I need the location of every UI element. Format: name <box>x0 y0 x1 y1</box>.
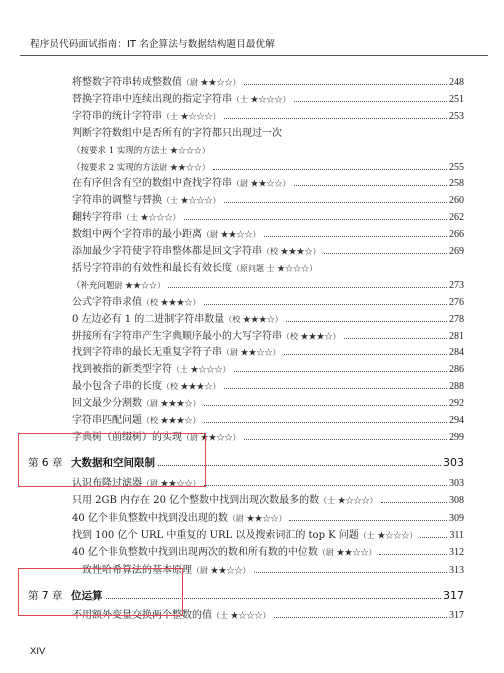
entry-page: 313 <box>449 564 464 576</box>
difficulty-note: （尉 ★★☆☆） <box>192 565 251 575</box>
entry-page: 253 <box>449 110 464 122</box>
toc-entry[interactable] <box>72 245 464 259</box>
difficulty-note: （尉 ★★☆☆） <box>227 513 287 523</box>
entry-title-text: 认识布隆过滤器 <box>72 478 142 489</box>
entry-title-text: 数组中两个字符串的最小距离 <box>72 229 202 241</box>
entry-page: 311 <box>449 529 464 541</box>
chapter-number: 第 7 章 <box>28 590 63 602</box>
difficulty-note: （校 ★★★☆） <box>224 314 283 324</box>
entry-page: 299 <box>449 431 464 443</box>
toc-entry[interactable] <box>72 177 464 191</box>
entry-page: 312 <box>449 547 464 559</box>
difficulty-note: 士 ★☆☆☆） <box>159 145 210 155</box>
difficulty-note: （士 ★☆☆☆） <box>212 611 271 620</box>
entry-page: 317 <box>449 610 464 621</box>
difficulty-note: （士 ★☆☆☆） <box>358 530 418 540</box>
toc-entry[interactable] <box>72 529 464 543</box>
difficulty-note: （尉 ★★☆☆） <box>232 179 291 189</box>
highlight-box-chapter-7 <box>18 568 183 616</box>
toc-entry[interactable] <box>72 494 464 508</box>
leader-dots <box>204 422 447 423</box>
entry-title-text: （补充问题 <box>72 280 115 291</box>
entry-title-text: 判断字符数组中是否所有的字符都只出现过一次 <box>72 127 282 139</box>
difficulty-note: （尉 ★★☆☆） <box>182 432 241 442</box>
leader-dots <box>204 304 447 305</box>
entry-title <box>72 245 321 259</box>
entry-title <box>72 296 201 310</box>
leader-dots <box>204 485 447 486</box>
entry-title <box>72 161 210 175</box>
entry-page: 262 <box>449 212 464 224</box>
entry-page: 278 <box>449 313 464 325</box>
difficulty-note: （校 ★★★☆） <box>162 382 221 392</box>
entry-page: 309 <box>449 512 464 524</box>
chapter-title: 大数据和空间限制 <box>71 457 155 469</box>
entry-title <box>72 279 165 293</box>
entry-title-text: 找到被指的新类型字符 <box>72 364 172 376</box>
toc-entry[interactable] <box>72 127 464 141</box>
entry-title-text: 字典树（前缀树）的实现 <box>72 431 182 443</box>
difficulty-note: （士 ★☆☆☆） <box>172 365 231 375</box>
entry-title <box>72 177 291 191</box>
difficulty-note: （士 ★☆☆☆） <box>122 213 181 223</box>
entry-title <box>72 512 286 526</box>
chapter-number: 第 6 章 <box>28 457 63 469</box>
leader-dots <box>289 520 447 521</box>
highlight-box-chapter-6 <box>18 433 206 487</box>
header-rule <box>20 55 488 56</box>
entry-title <box>72 262 317 276</box>
leader-dots <box>204 405 447 406</box>
difficulty-note: （士 ★☆☆☆） <box>162 111 221 121</box>
leader-dots <box>294 185 447 186</box>
entry-page: 308 <box>449 495 464 507</box>
entry-title-text: 括号字符串的有效性和最长有效长度 <box>72 262 232 274</box>
difficulty-note: （士 ★☆☆☆） <box>319 496 378 506</box>
entry-title <box>72 110 221 124</box>
leader-dots <box>244 84 447 85</box>
entry-page: 258 <box>449 178 464 190</box>
difficulty-note: （尉 ★★☆☆） <box>142 479 201 488</box>
entry-title <box>72 346 281 360</box>
entry-title-text: 找到字符串的最长无重复字符子串 <box>72 347 222 359</box>
toc-entry[interactable] <box>72 380 464 394</box>
entry-title-text: 0 左边必有 1 的二进制字符串数量 <box>72 313 225 325</box>
entry-page: 273 <box>449 279 464 291</box>
chapter-page: 317 <box>443 589 464 602</box>
entry-page: 276 <box>449 296 464 308</box>
entry-page: 292 <box>449 398 464 410</box>
toc-entry[interactable] <box>72 110 464 124</box>
entry-title <box>72 144 210 158</box>
entry-title-text: （按要求 2 实现的方法 <box>72 162 160 173</box>
toc-entry[interactable] <box>72 363 464 377</box>
entry-title <box>72 313 283 327</box>
entry-title <box>72 380 221 394</box>
entry-title <box>72 494 378 508</box>
difficulty-note: （尉 ★★☆☆） <box>182 78 241 87</box>
entry-page: 269 <box>449 246 464 257</box>
entry-page: 260 <box>449 195 464 207</box>
toc-entry[interactable] <box>72 296 464 310</box>
leader-dots <box>344 338 447 339</box>
entry-title <box>72 93 291 107</box>
entry-title-text: 替换字符串中连续出现的指定字符串 <box>72 93 232 105</box>
entry-page: 251 <box>449 93 464 105</box>
toc-entry[interactable] <box>72 161 464 175</box>
entry-title-text: 字符串匹配问题 <box>72 415 142 426</box>
entry-title-text: 找到 100 亿个 URL 中重复的 URL 以及搜索词汇的 top K 问题 <box>72 529 359 541</box>
entry-title-text: 在有序但含有空的数组中查找字符串 <box>72 178 232 190</box>
entry-title <box>72 211 181 225</box>
entry-title-text: 40 亿个非负整数中找到出现两次的数和所有数的中位数 <box>72 547 318 559</box>
leader-dots <box>420 537 447 538</box>
page-number-footer: XIV <box>30 646 46 657</box>
leader-dots <box>381 502 447 503</box>
toc-entry[interactable] <box>72 346 464 360</box>
entry-title-text: 最小包含子串的长度 <box>72 381 162 393</box>
difficulty-note: （校 ★★★☆） <box>282 331 341 341</box>
toc-entry[interactable] <box>72 546 464 560</box>
leader-dots <box>274 617 447 618</box>
chapter-page: 303 <box>443 456 464 469</box>
difficulty-note: （士 ★☆☆☆） <box>162 196 221 206</box>
toc-entry[interactable] <box>72 414 464 428</box>
difficulty-note: 尉 ★★☆☆） <box>114 280 166 290</box>
leader-dots <box>234 371 447 372</box>
entry-title-text: 公式字符串求值 <box>72 296 142 308</box>
entry-page: 281 <box>449 330 464 342</box>
entry-title-text: 字符串的调整与替换 <box>72 195 162 207</box>
entry-title-text: 一致性哈希算法的基本原理 <box>72 564 192 576</box>
entry-page: 286 <box>449 364 464 376</box>
entry-title-text: 添加最少字符使字符串整体都是回文字符串 <box>72 246 262 257</box>
toc-entry[interactable] <box>72 76 464 90</box>
leader-dots <box>213 169 447 170</box>
entry-title-text: （按要求 1 实现的方法 <box>72 145 160 156</box>
entry-title <box>72 194 221 208</box>
leader-dots <box>379 554 447 555</box>
leader-dots <box>284 354 447 355</box>
difficulty-note: （尉 ★★★☆） <box>142 399 201 409</box>
entry-page: 284 <box>449 347 464 359</box>
difficulty-note: （士 ★☆☆☆） <box>232 94 291 104</box>
leader-dots <box>254 572 447 573</box>
toc-entry[interactable] <box>72 211 464 225</box>
leader-dots <box>168 287 447 288</box>
entry-title <box>72 330 341 344</box>
toc-entry[interactable] <box>72 93 464 107</box>
entry-title <box>72 363 231 377</box>
difficulty-note: （尉 ★★☆☆） <box>317 548 377 558</box>
toc-entry[interactable] <box>72 512 464 526</box>
entry-title <box>72 76 241 90</box>
toc-entry[interactable] <box>72 279 464 293</box>
leader-dots <box>294 101 447 102</box>
toc-entry[interactable] <box>72 194 464 208</box>
toc-entry[interactable] <box>72 330 464 344</box>
entry-title-text: 回文最少分割数 <box>72 398 142 410</box>
entry-title-text: 将整数字符串转成整数值 <box>72 77 182 88</box>
entry-page: 255 <box>449 161 464 173</box>
leader-dots <box>224 388 447 389</box>
entry-title <box>72 397 201 411</box>
toc-entry[interactable] <box>72 228 464 242</box>
entry-title <box>72 228 261 242</box>
toc-entry[interactable] <box>72 144 464 158</box>
entry-page: 303 <box>449 478 464 489</box>
entry-title-text: 只用 2GB 内存在 20 亿个整数中找到出现次数最多的数 <box>72 495 320 507</box>
toc-entry[interactable] <box>72 397 464 411</box>
leader-dots <box>244 439 447 440</box>
entry-title <box>72 529 417 543</box>
toc-entry[interactable] <box>72 262 464 276</box>
entry-title-text: 拼接所有字符串产生字典顺序最小的大写字符串 <box>72 330 282 342</box>
running-header: 程序员代码面试指南：IT 名企算法与数据结构题目最优解 <box>30 39 276 50</box>
leader-dots <box>224 202 447 203</box>
entry-page: 288 <box>449 381 464 393</box>
difficulty-note: （原问题 士 ★☆☆☆） <box>232 263 318 273</box>
entry-page: 266 <box>449 229 464 241</box>
difficulty-note: （校 ★★★☆） <box>142 297 201 307</box>
entry-title <box>72 127 282 141</box>
entry-page: 294 <box>449 415 464 426</box>
toc-entry[interactable] <box>72 313 464 327</box>
leader-dots <box>286 321 447 322</box>
entry-title-text: 不用额外变量交换两个整数的值 <box>72 610 212 621</box>
entry-title-text: 字符串的统计字符串 <box>72 110 162 122</box>
difficulty-note: （尉 ★★☆☆） <box>202 230 261 240</box>
entry-title-text: 40 亿个非负整数中找到没出现的数 <box>72 512 228 524</box>
entry-page: 248 <box>449 77 464 88</box>
difficulty-note: 尉 ★★☆☆） <box>159 162 210 172</box>
entry-title <box>72 546 376 560</box>
difficulty-note: （校 ★★★☆） <box>142 416 201 425</box>
entry-title <box>72 414 201 428</box>
entry-title-text: 翻转字符串 <box>72 212 122 224</box>
difficulty-note: （尉 ★★☆☆） <box>222 348 281 358</box>
leader-dots <box>264 236 447 237</box>
leader-dots <box>224 118 447 119</box>
leader-dots <box>184 219 447 220</box>
difficulty-note: （校 ★★★☆） <box>262 247 321 256</box>
chapter-title: 位运算 <box>71 590 103 602</box>
leader-dots <box>324 253 447 254</box>
